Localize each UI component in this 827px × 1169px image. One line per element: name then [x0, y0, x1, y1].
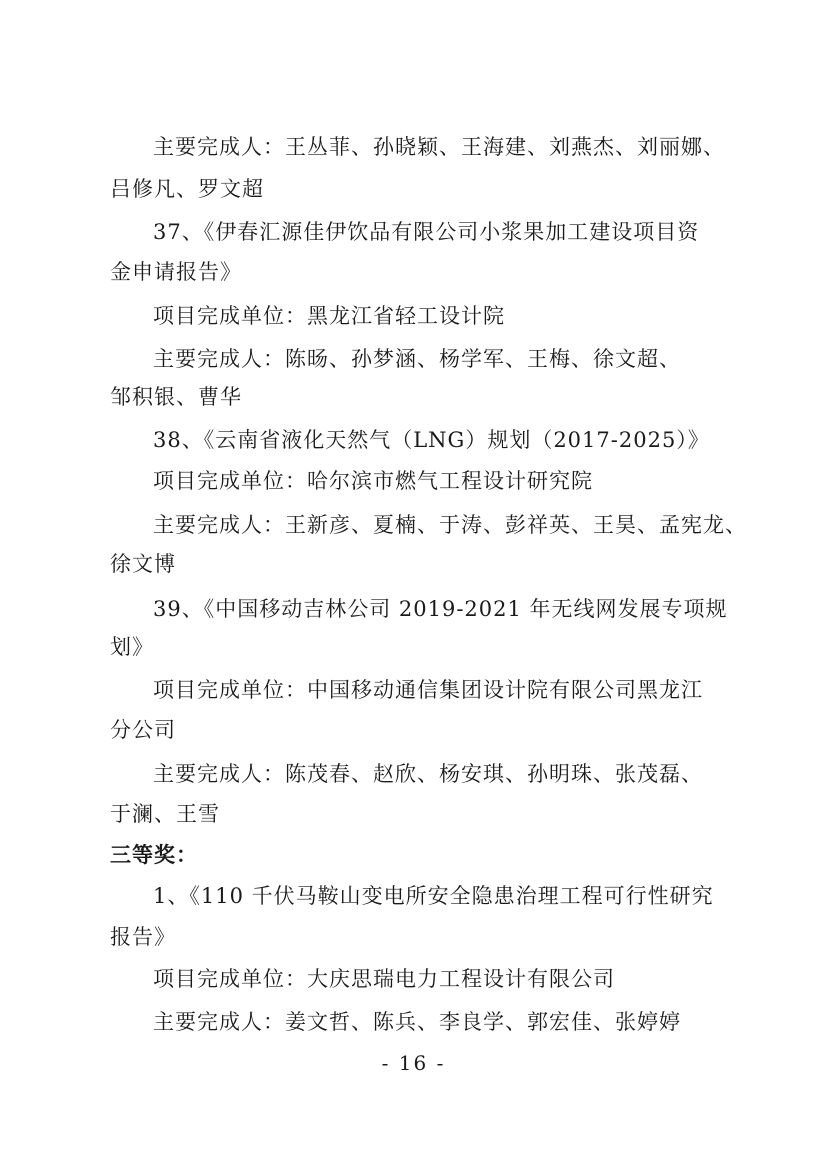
- text-line: 项目完成单位：黑龙江省轻工设计院: [153, 304, 505, 328]
- text-line: 主要完成人：陈旸、孙梦涵、杨学军、王梅、徐文超、: [153, 347, 681, 371]
- page-number: - 16 -: [381, 1051, 446, 1075]
- text-line: 主要完成人：王新彦、夏楠、于涛、彭祥英、王昊、孟宪龙、: [153, 513, 747, 537]
- text-line: 项目完成单位：哈尔滨市燃气工程设计研究院: [153, 469, 593, 493]
- text-line: 金申请报告》: [110, 260, 242, 284]
- text-line: 邹积银、曹华: [110, 385, 242, 409]
- text-line: 主要完成人：姜文哲、陈兵、李良学、郭宏佳、张婷婷: [153, 1010, 681, 1034]
- text-line: 37、《伊春汇源佳伊饮品有限公司小浆果加工建设项目资: [153, 220, 700, 244]
- text-line: 划》: [110, 635, 154, 659]
- text-line: 主要完成人：陈茂春、赵欣、杨安琪、孙明珠、张茂磊、: [153, 762, 703, 786]
- text-line: 38、《云南省液化天然气（LNG）规划（2017-2025）》: [153, 428, 710, 452]
- text-line: 吕修凡、罗文超: [110, 177, 264, 201]
- text-line: 39、《中国移动吉林公司 2019-2021 年无线网发展专项规: [153, 597, 728, 621]
- text-line: 分公司: [110, 718, 176, 742]
- section-heading: 三等奖：: [110, 843, 198, 867]
- text-line: 于澜、王雪: [110, 802, 220, 826]
- text-line: 项目完成单位：中国移动通信集团设计院有限公司黑龙江: [153, 678, 703, 702]
- text-line: 徐文博: [110, 552, 176, 576]
- text-line: 主要完成人：王丛菲、孙晓颖、王海建、刘燕杰、刘丽娜、: [153, 135, 725, 159]
- text-line: 项目完成单位：大庆思瑞电力工程设计有限公司: [153, 967, 615, 991]
- text-line: 1、《110 千伏马鞍山变电所安全隐患治理工程可行性研究: [153, 884, 714, 908]
- text-line: 报告》: [110, 925, 176, 949]
